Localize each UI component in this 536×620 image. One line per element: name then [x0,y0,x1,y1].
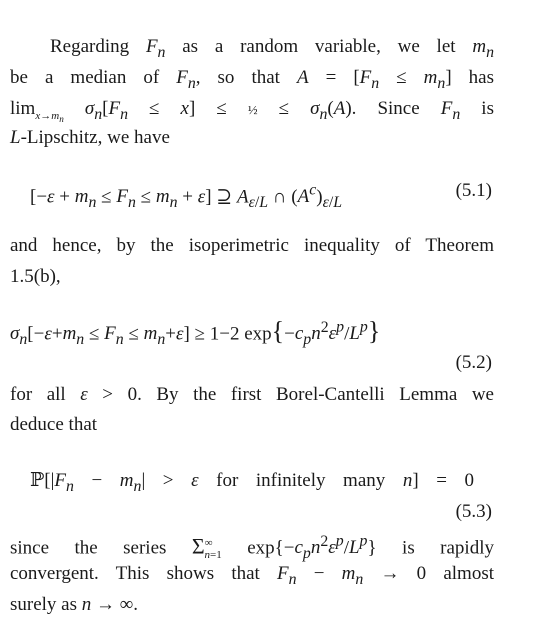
equation-number-5-3: (5.3) [455,501,492,522]
paragraph1-line1: Regarding $F_n$ as a random variable, we let $m_n$ [50,36,494,61]
paragraph4-line3: surely as n → ∞. [10,594,139,615]
paragraph1-line3: $\lim_{x\to m_n} \sigma_n[F_n \le x]$ ≤ ½ ≤ $\sigma_n(A)$. Since $F_n$ is [10,98,494,124]
equation-5-2: $\sigma_n[-\varepsilon+m_n \le F_n \le m_n+\varepsilon] \ge 1-2$ $\exp\{-c_pn^2\varepsilon^p/L^p\}$ [10,316,381,349]
paragraph2-line2: 1.5(b), [10,266,61,287]
paragraph2-line1: and hence, by the isoperimetric inequality of Theorem [10,235,494,256]
paragraph1-line2: be a median of $F_n$, so that $A = [F_n \le m_n]$ has [10,67,495,92]
paragraph1-line4: L-Lipschitz, we have [10,127,170,148]
paragraph4-line2: convergent. This shows that $F_n - m_n \to 0$ almost [10,563,495,588]
equation-5-3: $ℙ[|F_n - m_n| > \varepsilon$ for infinitely many n] = 0 [30,470,474,495]
equation-5-1: $[-\varepsilon + m_n \le F_n \le m_n + \varepsilon]$ ⊇ $A_{\varepsilon/L}$ ∩ $(A^c)_{\varepsilon/L}$ [30,182,343,212]
paragraph4-line1: since the series $\Sigma^\infty_{n=1}$ $\exp\{-c_pn^2\varepsilon^p/L^p\}$ is rapidly [10,533,494,563]
paragraph3-line1: for all ε > 0. By the first Borel-Cantelli Lemma we [10,384,494,405]
equation-number-5-2: (5.2) [455,352,492,373]
equation-number-5-1: (5.1) [455,180,492,201]
paragraph3-line2: deduce that [10,414,98,435]
